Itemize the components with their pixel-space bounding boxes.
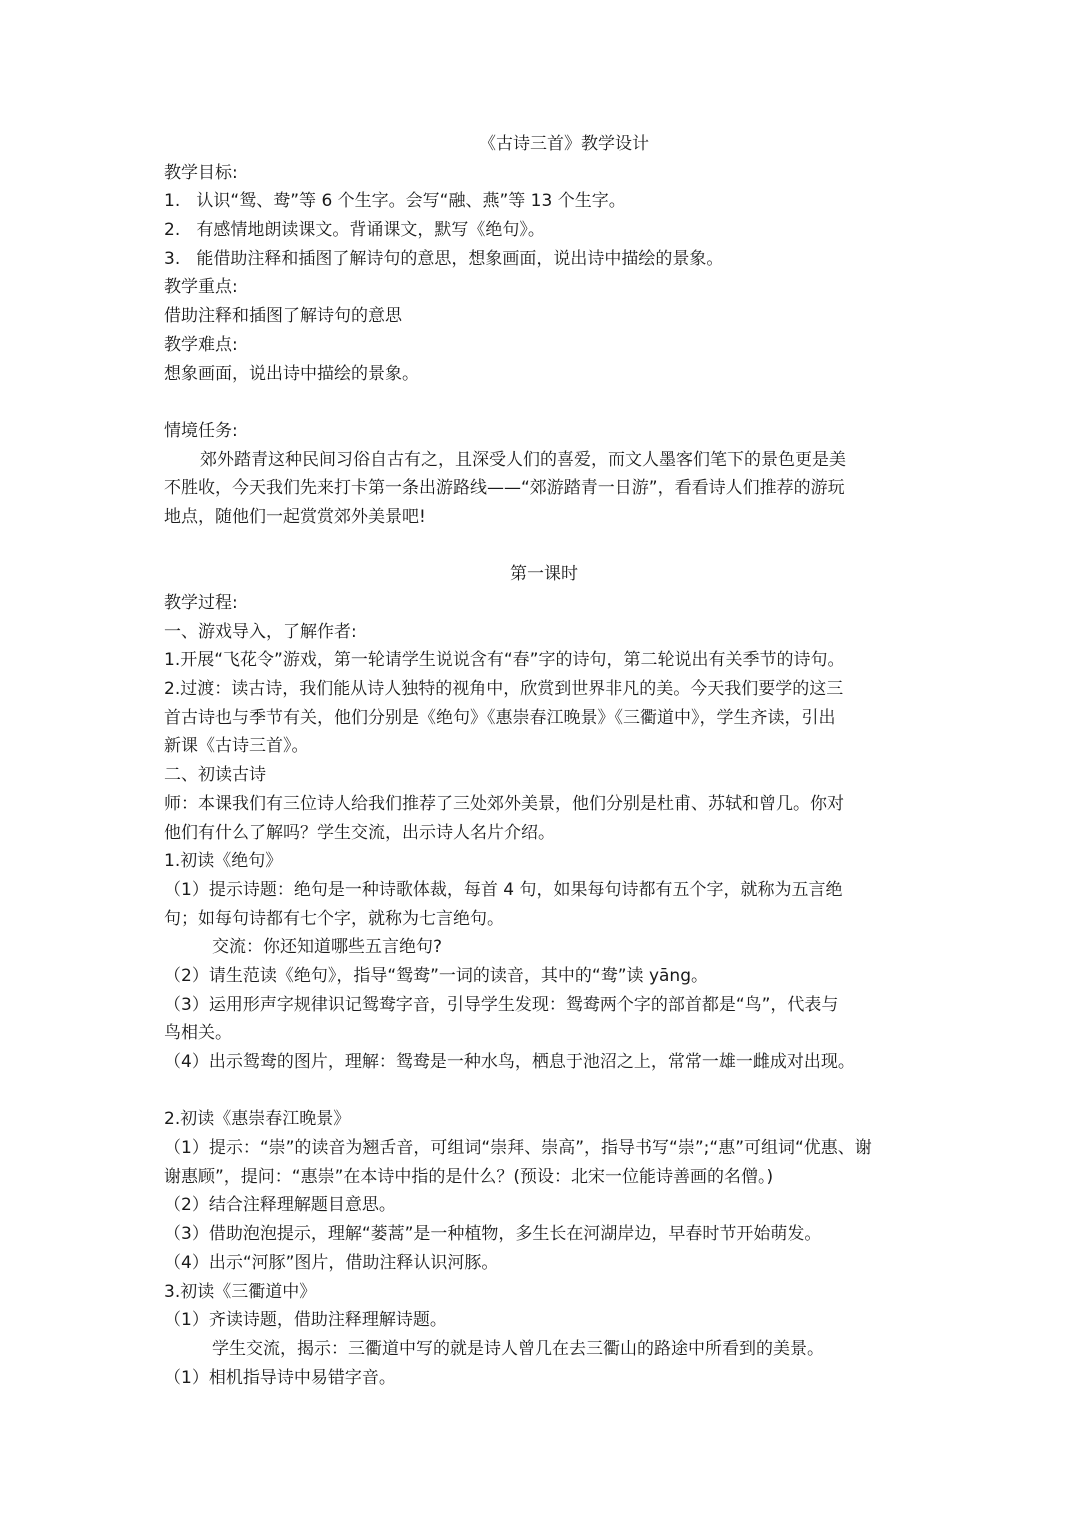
subsection-line: （3）运用形声字规律识记鸳鸯字音，引导学生发现：鸳鸯两个字的部首都是“鸟”，代表与	[164, 994, 839, 1015]
objective-item: 3. 能借助注释和插图了解诗句的意思，想象画面，说出诗中描绘的景象。	[164, 248, 724, 269]
section-line: 首古诗也与季节有关，他们分别是《绝句》《惠崇春江晚景》《三衢道中》，学生齐读，引出	[164, 707, 836, 728]
subsection-heading: 1.初读《绝句》	[164, 851, 283, 872]
subsection-line: （4）出示鸳鸯的图片，理解：鸳鸯是一种水鸟，栖息于池沼之上，常常一雄一雌成对出现。	[164, 1052, 855, 1072]
section-line: 他们有什么了解吗？学生交流，出示诗人名片介绍。	[164, 822, 555, 843]
blank-line	[164, 388, 924, 417]
objectives-heading: 教学目标:	[164, 162, 238, 183]
objective-item: 2. 有感情地朗读课文。背诵课文，默写《绝句》。	[164, 220, 545, 241]
subsection-line: 鸟相关。	[164, 1023, 232, 1044]
process-heading: 教学过程:	[164, 593, 238, 613]
subsection-heading: 2.初读《惠崇春江晚景》	[164, 1109, 351, 1130]
section-heading: 二、初读古诗	[164, 765, 266, 786]
subsection-line: 句；如每句诗都有七个字，就称为七言绝句。	[164, 908, 504, 929]
section-line: 师：本课我们有三位诗人给我们推荐了三处郊外美景，他们分别是杜甫、苏轼和曾几。你对	[164, 793, 844, 814]
subsection-line: （1）提示：“崇”的读音为翘舌音，可组词“崇拜、崇高”，指导书写“崇”;“惠”可组词“优惠、谢	[164, 1138, 872, 1159]
document-body	[164, 130, 924, 1392]
task-heading: 情境任务:	[164, 420, 238, 441]
subsection-line: （1）提示诗题：绝句是一种诗歌体裁，每首 4 句，如果每句诗都有五个字，就称为五言绝	[164, 879, 843, 900]
key-points-heading: 教学重点:	[164, 277, 238, 298]
exchange-line: 交流：你还知道哪些五言绝句?	[212, 937, 443, 958]
section-line: 2.过渡：读古诗，我们能从诗人独特的视角中，欣赏到世界非凡的美。今天我们要学的这三	[164, 679, 844, 700]
subsection-line: 谢惠顾”，提问：“惠崇”在本诗中指的是什么？(预设：北宋一位能诗善画的名僧。)	[164, 1166, 774, 1187]
objective-item: 1. 认识“鸳、鸯”等 6 个生字。会写“融、燕”等 13 个生字。	[164, 191, 626, 212]
section-line: 新课《古诗三首》。	[164, 736, 309, 757]
difficulties-heading: 教学难点:	[164, 334, 238, 355]
subsection-line: （1）相机指导诗中易错字音。	[164, 1367, 396, 1388]
section-line: 1.开展“飞花令”游戏，第一轮请学生说说含有“春”字的诗句，第二轮说出有关季节的诗句。	[164, 650, 845, 671]
key-points-text: 借助注释和插图了解诗句的意思	[164, 306, 402, 327]
subsection-heading: 3.初读《三衢道中》	[164, 1281, 317, 1302]
exchange-line: 学生交流，揭示：三衢道中写的就是诗人曾几在去三衢山的路途中所看到的美景。	[212, 1338, 824, 1359]
subsection-line: （2）请生范读《绝句》，指导“鸳鸯”一词的读音，其中的“鸯”读 yāng。	[164, 965, 708, 986]
task-paragraph-line: 郊外踏青这种民间习俗自古有之，且深受人们的喜爱，而文人墨客们笔下的景色更是美	[200, 449, 846, 470]
subsection-line: （3）借助泡泡提示，理解“蒌蒿”是一种植物，多生长在河湖岸边，早春时节开始萌发。	[164, 1224, 822, 1245]
blank-line	[164, 532, 924, 561]
blank-line	[164, 1077, 924, 1106]
section-heading: 一、游戏导入，了解作者:	[164, 621, 357, 642]
document-title: 《古诗三首》教学设计	[479, 134, 649, 154]
subsection-line: （4）出示“河豚”图片，借助注释认识河豚。	[164, 1252, 499, 1273]
difficulties-text: 想象画面，说出诗中描绘的景象。	[164, 363, 419, 384]
lesson-heading: 第一课时	[510, 564, 578, 585]
subsection-line: （2）结合注释理解题目意思。	[164, 1195, 396, 1216]
task-paragraph-line: 地点，随他们一起赏赏郊外美景吧!	[164, 506, 426, 527]
subsection-line: （1）齐读诗题，借助注释理解诗题。	[164, 1310, 447, 1331]
task-paragraph-line: 不胜收，今天我们先来打卡第一条出游路线——“郊游踏青一日游”，看看诗人们推荐的游玩	[164, 478, 845, 499]
